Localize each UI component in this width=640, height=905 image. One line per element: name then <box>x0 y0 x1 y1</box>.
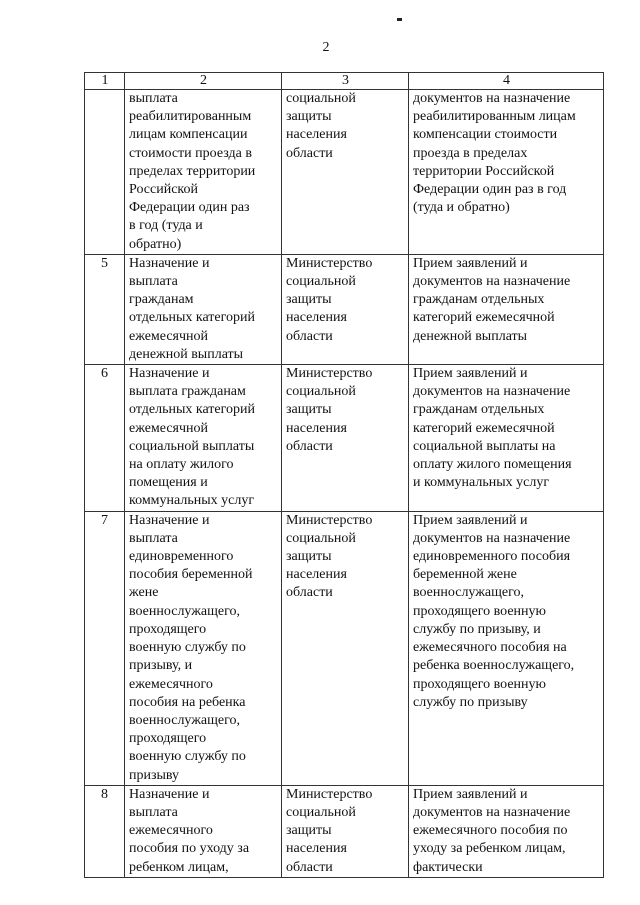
desc-cell <box>409 90 604 255</box>
org-line: социальной <box>286 530 356 546</box>
service-cell <box>125 254 282 364</box>
org-line: населения <box>286 127 347 143</box>
desc-line: службу по призыву, и <box>413 621 541 637</box>
scan-mark <box>397 18 402 21</box>
service-cell <box>125 511 282 785</box>
org-line: Министерство <box>286 786 373 802</box>
org-line: Министерство <box>286 512 373 528</box>
org-cell <box>282 90 409 255</box>
service-cell <box>125 365 282 512</box>
desc-line: документов на назначение <box>413 274 571 290</box>
org-line: области <box>286 328 333 344</box>
service-line: пределах территории <box>129 163 256 179</box>
service-line: военную службу по <box>129 640 246 656</box>
desc-line: документов на назначение <box>413 530 571 546</box>
desc-line: денежной выплаты <box>413 328 528 344</box>
row-number-cell <box>85 90 125 255</box>
desc-cell <box>409 365 604 512</box>
org-line: социальной <box>286 274 356 290</box>
service-line: ежемесячного <box>129 823 213 839</box>
header-cell: 1 <box>85 73 125 90</box>
desc-line: Прием заявлений и <box>413 366 528 382</box>
desc-cell <box>409 254 604 364</box>
org-line: Министерство <box>286 255 373 271</box>
table-header-row <box>85 73 604 90</box>
service-line: отдельных категорий <box>129 310 256 326</box>
org-line: населения <box>286 841 347 857</box>
desc-line: ежемесячного пособия по <box>413 823 568 839</box>
desc-line: Прием заявлений и <box>413 255 528 271</box>
org-cell <box>282 254 409 364</box>
desc-line: военнослужащего, <box>413 585 525 601</box>
org-line: населения <box>286 420 347 436</box>
org-cell <box>282 785 409 877</box>
service-line: денежной выплаты <box>129 346 244 362</box>
service-line: ребенком лицам, <box>129 859 229 875</box>
service-line: Российской <box>129 182 198 198</box>
desc-line: гражданам отдельных <box>413 402 545 418</box>
service-line: пособия по уходу за <box>129 841 250 857</box>
service-line: отдельных категорий <box>129 402 256 418</box>
desc-line: беременной жене <box>413 567 517 583</box>
service-line: реабилитированным <box>129 109 252 125</box>
desc-cell <box>409 785 604 877</box>
org-line: социальной <box>286 91 356 106</box>
header-cell: 3 <box>282 73 409 90</box>
desc-line: гражданам отдельных <box>413 292 545 308</box>
service-line: военную службу по <box>129 749 246 765</box>
service-line: на оплату жилого <box>129 457 234 473</box>
org-line: области <box>286 585 333 601</box>
desc-line: Прием заявлений и <box>413 512 528 528</box>
org-line: защиты <box>286 549 332 565</box>
service-line: лицам компенсации <box>129 127 248 143</box>
service-line: военнослужащего, <box>129 603 241 619</box>
services-table <box>84 72 604 878</box>
org-line: области <box>286 145 333 161</box>
desc-line: проходящего военную <box>413 603 546 619</box>
table-row <box>85 254 604 364</box>
desc-line: ребенка военнослужащего, <box>413 658 575 674</box>
service-line: призыву, и <box>129 658 193 674</box>
service-line: гражданам <box>129 292 194 308</box>
desc-line: проходящего военную <box>413 676 546 692</box>
org-line: защиты <box>286 823 332 839</box>
service-line: помещения и <box>129 475 208 491</box>
desc-line: Прием заявлений и <box>413 786 528 802</box>
table-row <box>85 511 604 785</box>
org-line: социальной <box>286 804 356 820</box>
row-number-cell: 7 <box>85 511 125 785</box>
desc-line: категорий ежемесячной <box>413 420 555 436</box>
header-cell: 4 <box>409 73 604 90</box>
service-line: Назначение и <box>129 366 210 382</box>
header-cell: 2 <box>125 73 282 90</box>
service-line: проходящего <box>129 731 207 747</box>
service-line: стоимости проезда в <box>129 145 252 161</box>
service-line: Назначение и <box>129 786 210 802</box>
org-line: социальной <box>286 384 356 400</box>
desc-line: документов на назначение <box>413 384 571 400</box>
page-number: 2 <box>322 40 330 55</box>
desc-line: реабилитированным лицам <box>413 109 576 125</box>
row-number-cell: 8 <box>85 785 125 877</box>
services-table-body <box>85 73 604 878</box>
service-line: выплата <box>129 274 178 290</box>
service-line: обратно) <box>129 236 182 252</box>
service-line: Назначение и <box>129 512 210 528</box>
desc-line: фактически <box>413 859 483 875</box>
table-row <box>85 90 604 255</box>
desc-line: и коммунальных услуг <box>413 475 550 491</box>
desc-line: оплату жилого помещения <box>413 457 572 473</box>
service-cell <box>125 90 282 255</box>
desc-line: (туда и обратно) <box>413 200 510 216</box>
org-line: защиты <box>286 292 332 308</box>
org-line: Министерство <box>286 366 373 382</box>
org-line: области <box>286 438 333 454</box>
org-line: области <box>286 859 333 875</box>
desc-line: Федерации один раз в год <box>413 182 567 198</box>
org-line: населения <box>286 310 347 326</box>
service-line: ежемесячной <box>129 420 209 436</box>
service-line: пособия беременной <box>129 567 253 583</box>
desc-line: уходу за ребенком лицам, <box>413 841 566 857</box>
desc-line: единовременного пособия <box>413 549 571 565</box>
desc-line: ежемесячного пособия на <box>413 640 567 656</box>
org-line: защиты <box>286 402 332 418</box>
service-cell <box>125 785 282 877</box>
row-number-cell: 6 <box>85 365 125 512</box>
service-line: коммунальных услуг <box>129 493 255 509</box>
org-line: населения <box>286 567 347 583</box>
service-line: выплата <box>129 530 178 546</box>
service-line: призыву <box>129 767 180 783</box>
table-row <box>85 365 604 512</box>
org-cell <box>282 511 409 785</box>
desc-line: социальной выплаты на <box>413 438 556 454</box>
service-line: военнослужащего, <box>129 712 241 728</box>
desc-cell <box>409 511 604 785</box>
desc-line: документов на назначение <box>413 91 571 106</box>
desc-line: документов на назначение <box>413 804 571 820</box>
service-line: Федерации один раз <box>129 200 250 216</box>
desc-line: компенсации стоимости <box>413 127 558 143</box>
service-line: выплата <box>129 804 178 820</box>
service-line: ежемесячной <box>129 328 209 344</box>
service-line: выплата гражданам <box>129 384 246 400</box>
row-number-cell: 5 <box>85 254 125 364</box>
service-line: жене <box>129 585 159 601</box>
org-cell <box>282 365 409 512</box>
service-line: социальной выплаты <box>129 438 255 454</box>
desc-line: проезда в пределах <box>413 145 528 161</box>
desc-line: территории Российской <box>413 163 555 179</box>
service-line: Назначение и <box>129 255 210 271</box>
service-line: в год (туда и <box>129 218 203 234</box>
service-line: ежемесячного <box>129 676 213 692</box>
service-line: выплата <box>129 91 178 106</box>
desc-line: службу по призыву <box>413 694 528 710</box>
desc-line: категорий ежемесячной <box>413 310 555 326</box>
org-line: защиты <box>286 109 332 125</box>
service-line: единовременного <box>129 549 234 565</box>
service-line: пособия на ребенка <box>129 694 246 710</box>
table-row <box>85 785 604 877</box>
service-line: проходящего <box>129 621 207 637</box>
